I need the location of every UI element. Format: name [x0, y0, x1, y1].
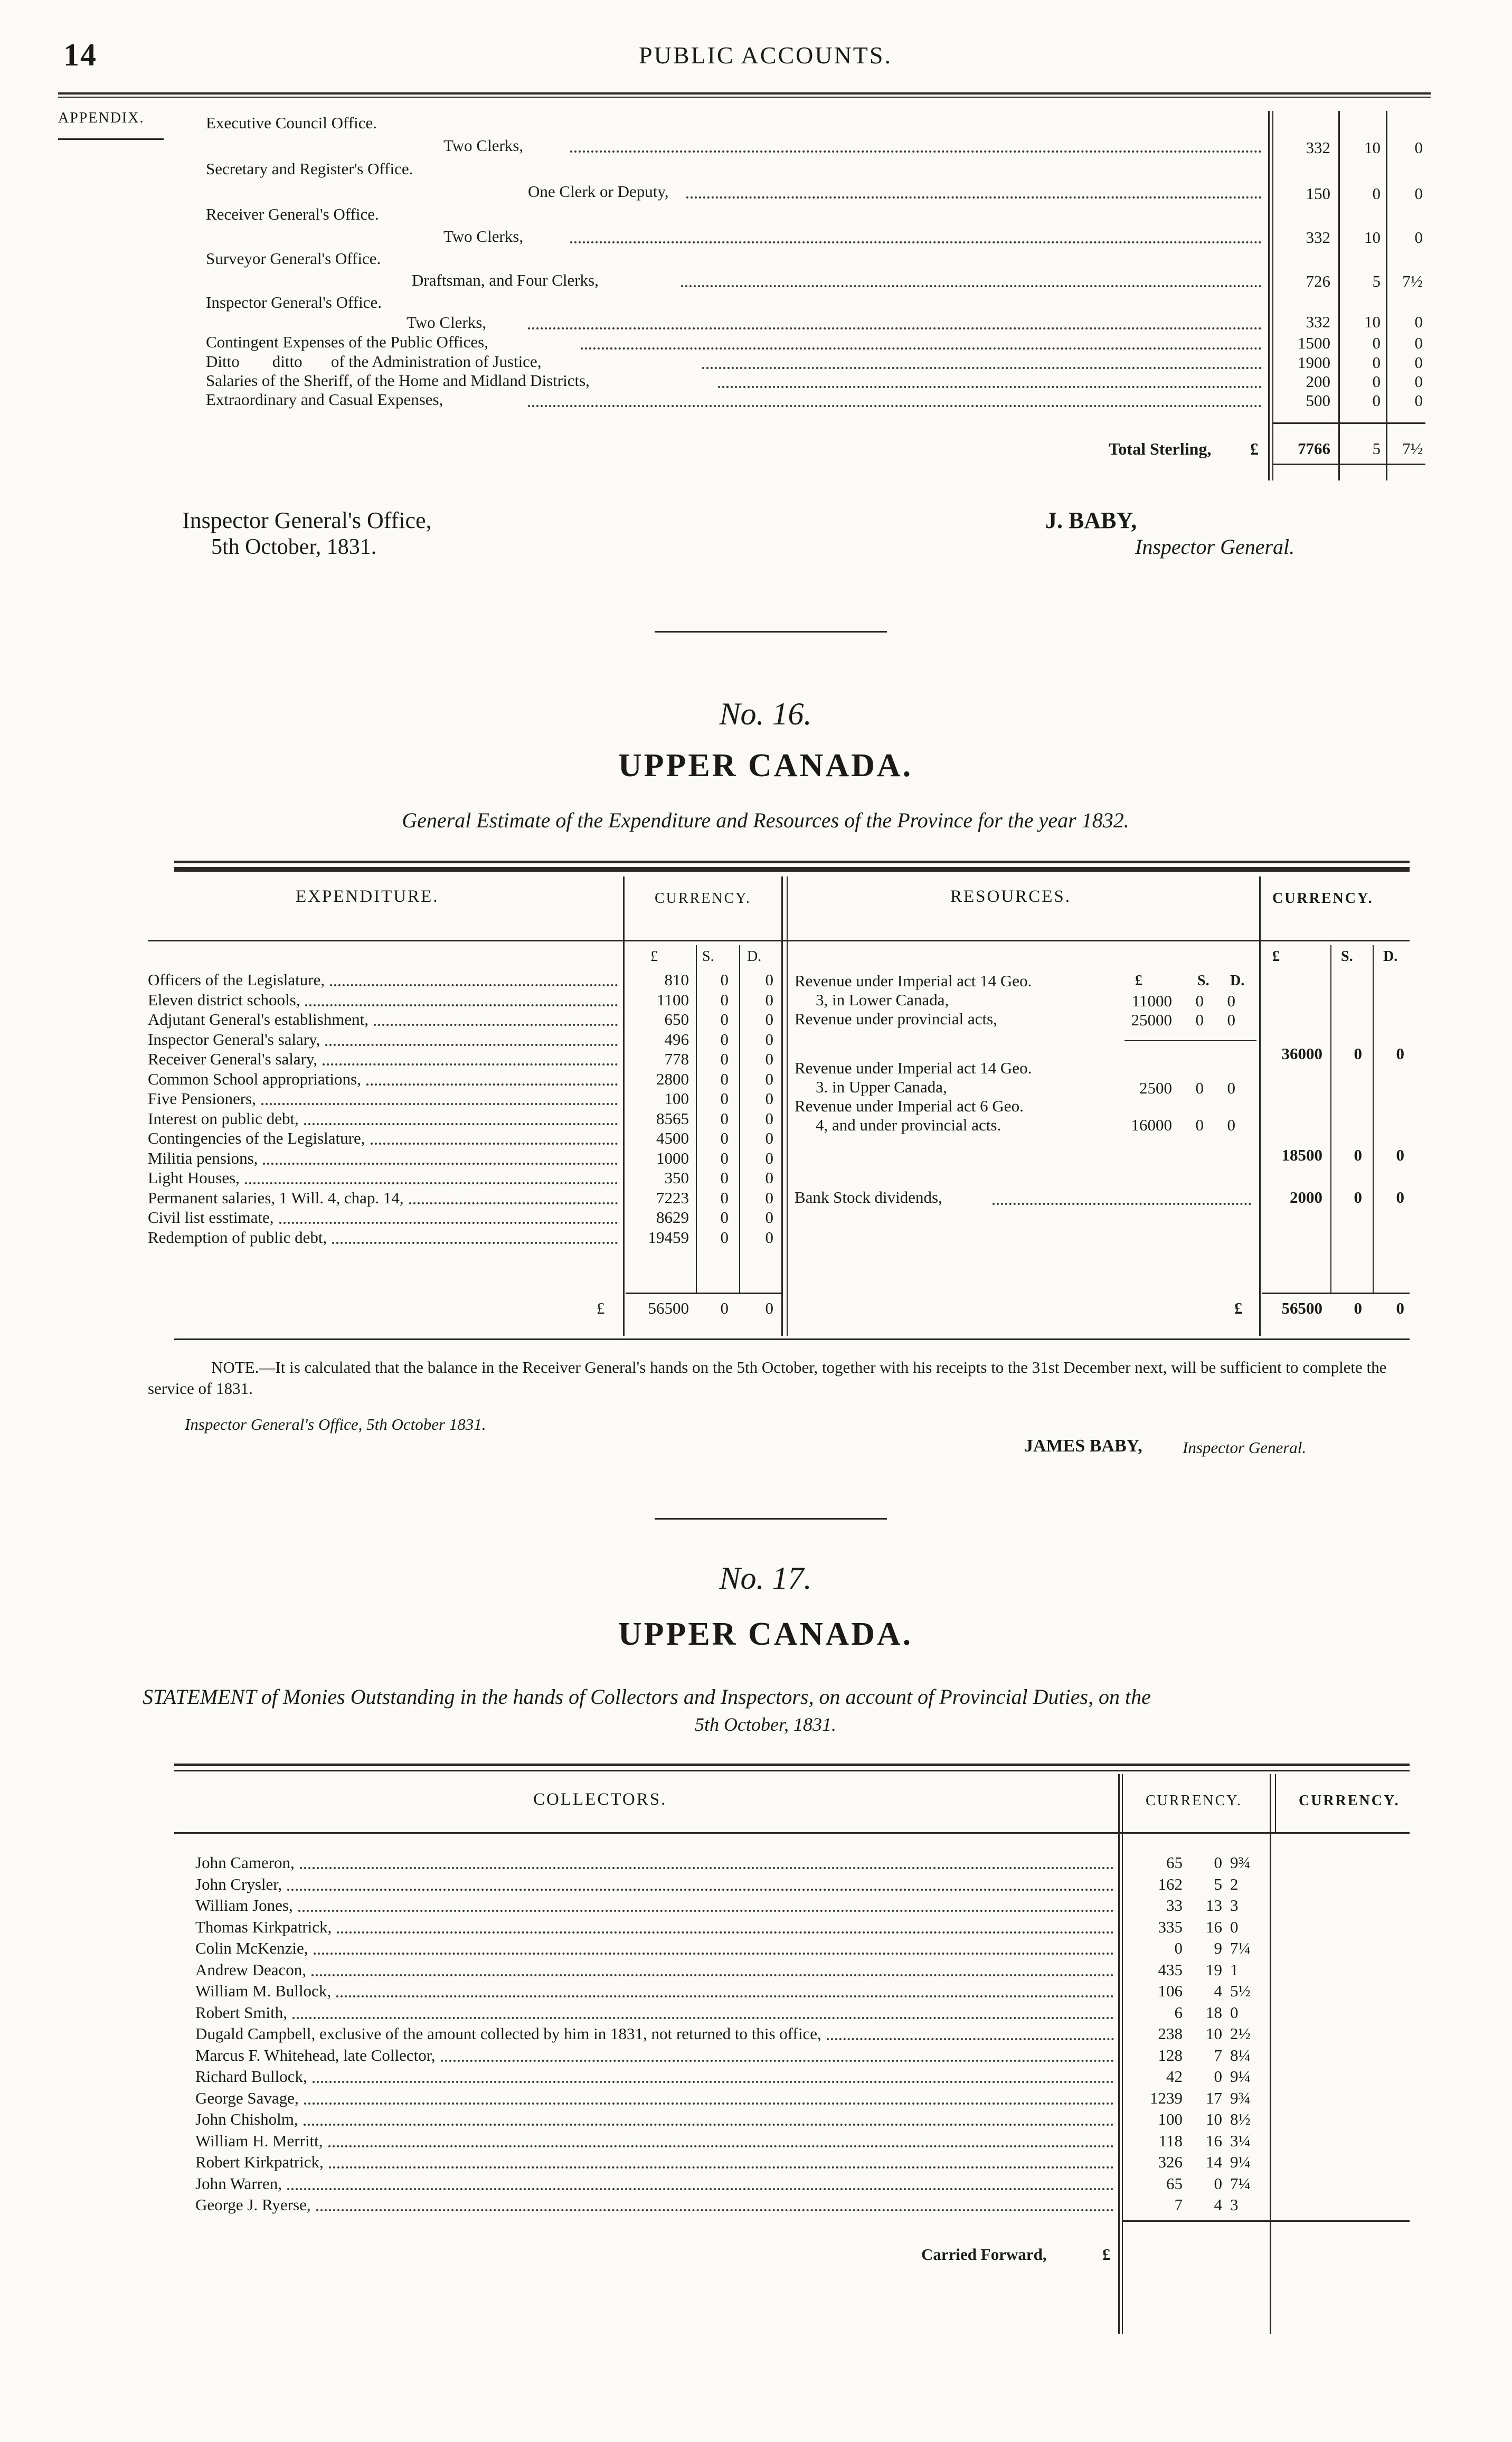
amount-shillings: 0 — [1372, 184, 1381, 203]
collector-pounds: 65 — [1166, 1853, 1183, 1872]
amount-pounds: 500 — [1306, 391, 1330, 410]
collector-shillings: 16 — [1206, 1917, 1222, 1936]
expenditure-label: Permanent salaries, 1 Will. 4, chap. 14, — [148, 1188, 404, 1207]
collector-pence: 7¼ — [1230, 1939, 1251, 1957]
expenditure-pounds: 7223 — [656, 1188, 689, 1207]
sub-shillings-head: S. — [1197, 973, 1209, 989]
amount-pounds: 1500 — [1298, 334, 1330, 352]
collector-name: Richard Bullock, — [195, 2067, 307, 2086]
collector-shillings: 14 — [1206, 2153, 1222, 2171]
expenditure-shillings: 0 — [720, 1129, 729, 1147]
collector-pence: 7¼ — [1230, 2174, 1251, 2193]
amount-shillings: 5 — [1372, 272, 1381, 290]
office-label: Extraordinary and Casual Expenses, — [206, 390, 443, 409]
expenditure-label: Common School appropriations, — [148, 1069, 361, 1088]
sub-pounds: 2500 — [1139, 1079, 1172, 1097]
expenditure-pounds: 100 — [664, 1089, 689, 1108]
expenditure-label: Eleven district schools, — [148, 990, 300, 1009]
expenditure-pounds: 2800 — [656, 1069, 689, 1088]
collector-pounds: 1239 — [1150, 2088, 1183, 2107]
expenditure-label: Inspector General's salary, — [148, 1030, 320, 1049]
expenditure-pence: 0 — [765, 1188, 773, 1207]
sub-pence: 0 — [1227, 1116, 1235, 1134]
collector-pounds: 0 — [1174, 1939, 1183, 1957]
office-label: Ditto ditto of the Administration of Justice, — [206, 352, 542, 371]
section-divider — [655, 1518, 887, 1520]
page-number: 14 — [63, 37, 97, 72]
expenditure-pounds: 4500 — [656, 1129, 689, 1147]
collector-pence: 9¼ — [1230, 2067, 1251, 2086]
carried-forward-sign: £ — [1102, 2245, 1111, 2264]
expenditure-shillings: 0 — [720, 1148, 729, 1167]
expenditure-label: Civil list esstimate, — [148, 1208, 274, 1227]
sub-pence: 0 — [1227, 992, 1235, 1010]
note-signature: JAMES BABY, — [1024, 1436, 1142, 1456]
note-office-line: Inspector General's Office, 5th October 1831. — [185, 1415, 486, 1434]
collector-pounds: 162 — [1158, 1874, 1183, 1893]
office-label: Receiver General's Office. — [206, 205, 379, 223]
section-divider — [655, 631, 887, 633]
expenditure-shillings: 0 — [720, 1208, 729, 1227]
collector-name: William H. Merritt, — [195, 2131, 323, 2150]
collector-pence: 9¾ — [1230, 1853, 1251, 1872]
collector-pence: 9¼ — [1230, 2153, 1251, 2171]
amount-shillings: 10 — [1364, 138, 1381, 157]
statement-date: 5th October, 1831. — [695, 1714, 836, 1735]
sub-pence: 0 — [1227, 1011, 1235, 1029]
collector-shillings: 18 — [1206, 2003, 1222, 2022]
collector-pounds: 100 — [1158, 2110, 1183, 2128]
collector-pounds: 238 — [1158, 2024, 1183, 2043]
office-label: Contingent Expenses of the Public Offices, — [206, 333, 488, 351]
resources-grand-total-shillings: 0 — [1354, 1299, 1362, 1317]
expenditure-shillings: 0 — [720, 1228, 729, 1247]
collector-shillings: 4 — [1214, 1982, 1222, 2000]
amount-pence: 0 — [1414, 334, 1423, 352]
currency-header: CURRENCY. — [1146, 1793, 1242, 1809]
expenditure-pounds: 19459 — [648, 1228, 689, 1247]
expenditure-pence: 0 — [765, 1148, 773, 1167]
expenditure-total-pence: 0 — [765, 1299, 773, 1317]
expenditure-pounds: 350 — [664, 1168, 689, 1187]
note-signature-title: Inspector General. — [1183, 1438, 1307, 1457]
page-title: PUBLIC ACCOUNTS. — [639, 42, 892, 69]
expenditure-shillings: 0 — [720, 970, 729, 989]
resource-total-shillings: 0 — [1354, 1188, 1362, 1206]
inspector-date: 5th October, 1831. — [211, 535, 377, 559]
expenditure-label: Officers of the Legislature, — [148, 970, 325, 989]
total-pounds: 7766 — [1298, 439, 1330, 458]
expenditure-pence: 0 — [765, 1030, 773, 1049]
collector-name: Robert Kirkpatrick, — [195, 2153, 324, 2171]
office-detail: Two Clerks, — [443, 227, 524, 246]
collector-pounds: 7 — [1174, 2195, 1183, 2214]
expenditure-total-sign: £ — [597, 1299, 605, 1317]
amount-pence: 0 — [1414, 391, 1423, 410]
total-currency-sign: £ — [1250, 439, 1259, 458]
collector-name: Thomas Kirkpatrick, — [195, 1917, 332, 1936]
collector-pence: 0 — [1230, 1917, 1239, 1936]
collector-shillings: 16 — [1206, 2131, 1222, 2150]
amount-pence: 0 — [1414, 313, 1423, 331]
collector-shillings: 5 — [1214, 1874, 1222, 1893]
collector-shillings: 4 — [1214, 2195, 1222, 2214]
collector-pounds: 42 — [1166, 2067, 1183, 2086]
expenditure-pence: 0 — [765, 1069, 773, 1088]
collector-shillings: 0 — [1214, 2067, 1222, 2086]
collector-shillings: 7 — [1214, 2045, 1222, 2064]
expenditure-label: Interest on public debt, — [148, 1109, 299, 1128]
sub-pence: 0 — [1227, 1079, 1235, 1097]
expenditure-header: EXPENDITURE. — [296, 887, 439, 906]
resource-line: 3, in Lower Canada, — [816, 991, 949, 1009]
sub-pounds: 25000 — [1131, 1011, 1172, 1029]
expenditure-pounds: 8565 — [656, 1109, 689, 1128]
resource-line: Bank Stock dividends, — [795, 1188, 942, 1206]
expenditure-shillings: 0 — [720, 990, 729, 1009]
collector-pence: 8¼ — [1230, 2045, 1251, 2064]
currency-header: CURRENCY. — [655, 890, 751, 907]
expenditure-label: Five Pensioners, — [148, 1089, 256, 1108]
collector-pounds: 6 — [1174, 2003, 1183, 2022]
collector-pounds: 326 — [1158, 2153, 1183, 2171]
collector-shillings: 10 — [1206, 2024, 1222, 2043]
expenditure-pounds: 496 — [664, 1030, 689, 1049]
amount-pence: 0 — [1414, 228, 1423, 247]
resource-total-pounds: 36000 — [1281, 1044, 1322, 1063]
office-label: Executive Council Office. — [206, 114, 377, 132]
collector-shillings: 0 — [1214, 1853, 1222, 1872]
header-rule — [58, 92, 1431, 95]
collector-pence: 0 — [1230, 2003, 1239, 2022]
office-detail: Draftsman, and Four Clerks, — [412, 271, 599, 289]
collector-name: George J. Ryerse, — [195, 2195, 311, 2214]
collector-pence: 8½ — [1230, 2110, 1251, 2128]
amount-shillings: 10 — [1364, 313, 1381, 331]
amount-pounds: 1900 — [1298, 353, 1330, 372]
amount-shillings: 0 — [1372, 334, 1381, 352]
expenditure-label: Receiver General's salary, — [148, 1050, 318, 1068]
resource-total-pence: 0 — [1396, 1146, 1404, 1164]
carried-forward-label: Carried Forward, — [921, 2245, 1047, 2264]
collector-shillings: 13 — [1206, 1896, 1222, 1915]
collector-pounds: 435 — [1158, 1960, 1183, 1979]
expenditure-pounds: 1000 — [656, 1148, 689, 1167]
sub-pounds: 16000 — [1131, 1116, 1172, 1134]
expenditure-pence: 0 — [765, 990, 773, 1009]
expenditure-shillings: 0 — [720, 1030, 729, 1049]
inspector-office: Inspector General's Office, — [182, 507, 432, 533]
collector-shillings: 10 — [1206, 2110, 1222, 2128]
office-label: Salaries of the Sheriff, of the Home and Midland Districts, — [206, 371, 590, 390]
sub-pounds: 11000 — [1131, 992, 1172, 1010]
expenditure-pence: 0 — [765, 1109, 773, 1128]
office-detail: Two Clerks, — [443, 136, 524, 155]
resource-line: Revenue under provincial acts, — [795, 1010, 997, 1028]
collector-pounds: 65 — [1166, 2174, 1183, 2193]
amount-pounds: 200 — [1306, 372, 1330, 391]
collector-pence: 3 — [1230, 1896, 1239, 1915]
resource-total-shillings: 0 — [1354, 1044, 1362, 1063]
expenditure-pence: 0 — [765, 1129, 773, 1147]
collector-name: John Cameron, — [195, 1853, 295, 1872]
collector-pence: 2 — [1230, 1874, 1239, 1893]
sub-shillings: 0 — [1195, 1079, 1204, 1097]
collector-name: Dugald Campbell, exclusive of the amount collected by him in 1831, not returned to this office, — [195, 2024, 821, 2043]
expenditure-shillings: 0 — [720, 1069, 729, 1088]
expenditure-pence: 0 — [765, 1168, 773, 1187]
expenditure-pounds: 650 — [664, 1010, 689, 1029]
total-shillings: 5 — [1372, 439, 1381, 458]
statement-title: STATEMENT of Monies Outstanding in the hands of Collectors and Inspectors, on account of Provincial Duties, on the — [143, 1685, 1151, 1709]
collector-pence: 5½ — [1230, 1982, 1251, 2000]
expenditure-pounds: 810 — [664, 970, 689, 989]
currency-header: CURRENCY. — [1272, 890, 1374, 907]
resource-line: 3. in Upper Canada, — [816, 1078, 947, 1096]
resource-line: Revenue under Imperial act 6 Geo. — [795, 1097, 1024, 1115]
resource-total-pounds: 2000 — [1290, 1188, 1322, 1206]
pounds-col-head: £ — [1272, 948, 1280, 965]
collector-pence: 2½ — [1230, 2024, 1251, 2043]
expenditure-pounds: 778 — [664, 1050, 689, 1068]
upper-canada-heading-17: UPPER CANADA. — [618, 1616, 913, 1652]
collector-pence: 9¾ — [1230, 2088, 1251, 2107]
expenditure-pence: 0 — [765, 1010, 773, 1029]
pounds-col-head: £ — [650, 948, 658, 965]
collector-name: Andrew Deacon, — [195, 1960, 307, 1979]
sub-shillings: 0 — [1195, 992, 1204, 1010]
collector-name: William Jones, — [195, 1896, 293, 1915]
shillings-col-head: S. — [702, 948, 714, 965]
collector-name: John Crysler, — [195, 1874, 282, 1893]
expenditure-shillings: 0 — [720, 1089, 729, 1108]
section-number-16: No. 16. — [719, 696, 812, 731]
amount-pence: 0 — [1414, 372, 1423, 391]
amount-pounds: 332 — [1306, 313, 1330, 331]
office-label: Secretary and Register's Office. — [206, 159, 413, 178]
amount-pence: 0 — [1414, 138, 1423, 157]
resource-total-pence: 0 — [1396, 1044, 1404, 1063]
collector-name: John Chisholm, — [195, 2110, 298, 2128]
signatory-name: J. BABY, — [1045, 507, 1137, 533]
expenditure-label: Contingencies of the Legislature, — [148, 1129, 365, 1147]
sub-shillings: 0 — [1195, 1011, 1204, 1029]
total-pence: 7½ — [1402, 439, 1423, 458]
resource-total-shillings: 0 — [1354, 1146, 1362, 1164]
amount-pounds: 726 — [1306, 272, 1330, 290]
collector-pounds: 33 — [1166, 1896, 1183, 1915]
collector-pence: 3¼ — [1230, 2131, 1251, 2150]
amount-shillings: 0 — [1372, 372, 1381, 391]
expenditure-total-pounds: 56500 — [648, 1299, 689, 1317]
expenditure-shillings: 0 — [720, 1109, 729, 1128]
expenditure-total-shillings: 0 — [720, 1299, 729, 1317]
expenditure-label: Redemption of public debt, — [148, 1228, 327, 1247]
collector-name: William M. Bullock, — [195, 1982, 332, 2000]
collector-shillings: 17 — [1206, 2088, 1222, 2107]
sub-pounds-head: £ — [1135, 973, 1142, 989]
collector-pence: 3 — [1230, 2195, 1239, 2214]
section-number-17: No. 17. — [719, 1561, 812, 1596]
expenditure-label: Light Houses, — [148, 1168, 240, 1187]
amount-pence: 7½ — [1402, 272, 1423, 290]
estimate-note: NOTE.—It is calculated that the balance in the Receiver General's hands on the 5th October, together with his receipts to the 31st December next, will be sufficient to complete the service of 1831. — [148, 1358, 1387, 1398]
expenditure-shillings: 0 — [720, 1010, 729, 1029]
appendix-label: APPENDIX. — [58, 110, 145, 126]
collector-pounds: 128 — [1158, 2045, 1183, 2064]
resource-line: Revenue under Imperial act 14 Geo. — [795, 972, 1032, 990]
resource-line: Revenue under Imperial act 14 Geo. — [795, 1059, 1032, 1077]
office-detail: One Clerk or Deputy, — [528, 182, 669, 201]
collector-name: Marcus F. Whitehead, late Collector, — [195, 2045, 436, 2064]
resources-grand-total-pounds: 56500 — [1281, 1299, 1322, 1317]
collector-pounds: 106 — [1158, 1982, 1183, 2000]
collector-pence: 1 — [1230, 1960, 1239, 1979]
amount-pence: 0 — [1414, 353, 1423, 372]
signatory-title: Inspector General. — [1135, 535, 1295, 559]
expenditure-pence: 0 — [765, 1089, 773, 1108]
currency-header: CURRENCY. — [1299, 1793, 1400, 1809]
amount-pounds: 332 — [1306, 138, 1330, 157]
expenditure-pence: 0 — [765, 1050, 773, 1068]
resource-total-pence: 0 — [1396, 1188, 1404, 1206]
collector-pounds: 335 — [1158, 1917, 1183, 1936]
collector-name: John Warren, — [195, 2174, 282, 2193]
expenditure-label: Adjutant General's establishment, — [148, 1010, 368, 1029]
estimate-subtitle: General Estimate of the Expenditure and Resources of the Province for the year 1832. — [402, 808, 1129, 832]
amount-shillings: 0 — [1372, 353, 1381, 372]
resources-total-sign: £ — [1234, 1299, 1243, 1317]
pence-col-head: D. — [1383, 948, 1398, 965]
expenditure-label: Militia pensions, — [148, 1148, 258, 1167]
expenditure-pence: 0 — [765, 1228, 773, 1247]
resources-header: RESOURCES. — [950, 887, 1071, 906]
amount-shillings: 10 — [1364, 228, 1381, 247]
total-label: Total Sterling, — [1109, 439, 1212, 458]
collector-name: Colin McKenzie, — [195, 1939, 308, 1957]
expenditure-shillings: 0 — [720, 1050, 729, 1068]
resources-grand-total-pence: 0 — [1396, 1299, 1404, 1317]
resource-line: 4, and under provincial acts. — [816, 1116, 1001, 1134]
upper-canada-heading-16: UPPER CANADA. — [618, 748, 913, 784]
collector-name: George Savage, — [195, 2088, 299, 2107]
expenditure-pounds: 1100 — [657, 990, 689, 1009]
shillings-col-head: S. — [1341, 948, 1353, 965]
amount-pounds: 332 — [1306, 228, 1330, 247]
expenditure-shillings: 0 — [720, 1188, 729, 1207]
amount-shillings: 0 — [1372, 391, 1381, 410]
amount-pence: 0 — [1414, 184, 1423, 203]
resource-total-pounds: 18500 — [1281, 1146, 1322, 1164]
collectors-header: COLLECTORS. — [533, 1790, 667, 1809]
sub-shillings: 0 — [1195, 1116, 1204, 1134]
office-detail: Two Clerks, — [407, 313, 487, 332]
collector-shillings: 9 — [1214, 1939, 1222, 1957]
office-label: Inspector General's Office. — [206, 293, 382, 312]
amount-pounds: 150 — [1306, 184, 1330, 203]
collector-shillings: 19 — [1206, 1960, 1222, 1979]
expenditure-pence: 0 — [765, 1208, 773, 1227]
collector-shillings: 0 — [1214, 2174, 1222, 2193]
expenditure-pounds: 8629 — [656, 1208, 689, 1227]
sub-pence-head: D. — [1230, 973, 1245, 989]
collector-pounds: 118 — [1158, 2131, 1183, 2150]
collector-name: Robert Smith, — [195, 2003, 287, 2022]
office-label: Surveyor General's Office. — [206, 249, 381, 268]
pence-col-head: D. — [747, 948, 762, 965]
expenditure-pence: 0 — [765, 970, 773, 989]
expenditure-shillings: 0 — [720, 1168, 729, 1187]
